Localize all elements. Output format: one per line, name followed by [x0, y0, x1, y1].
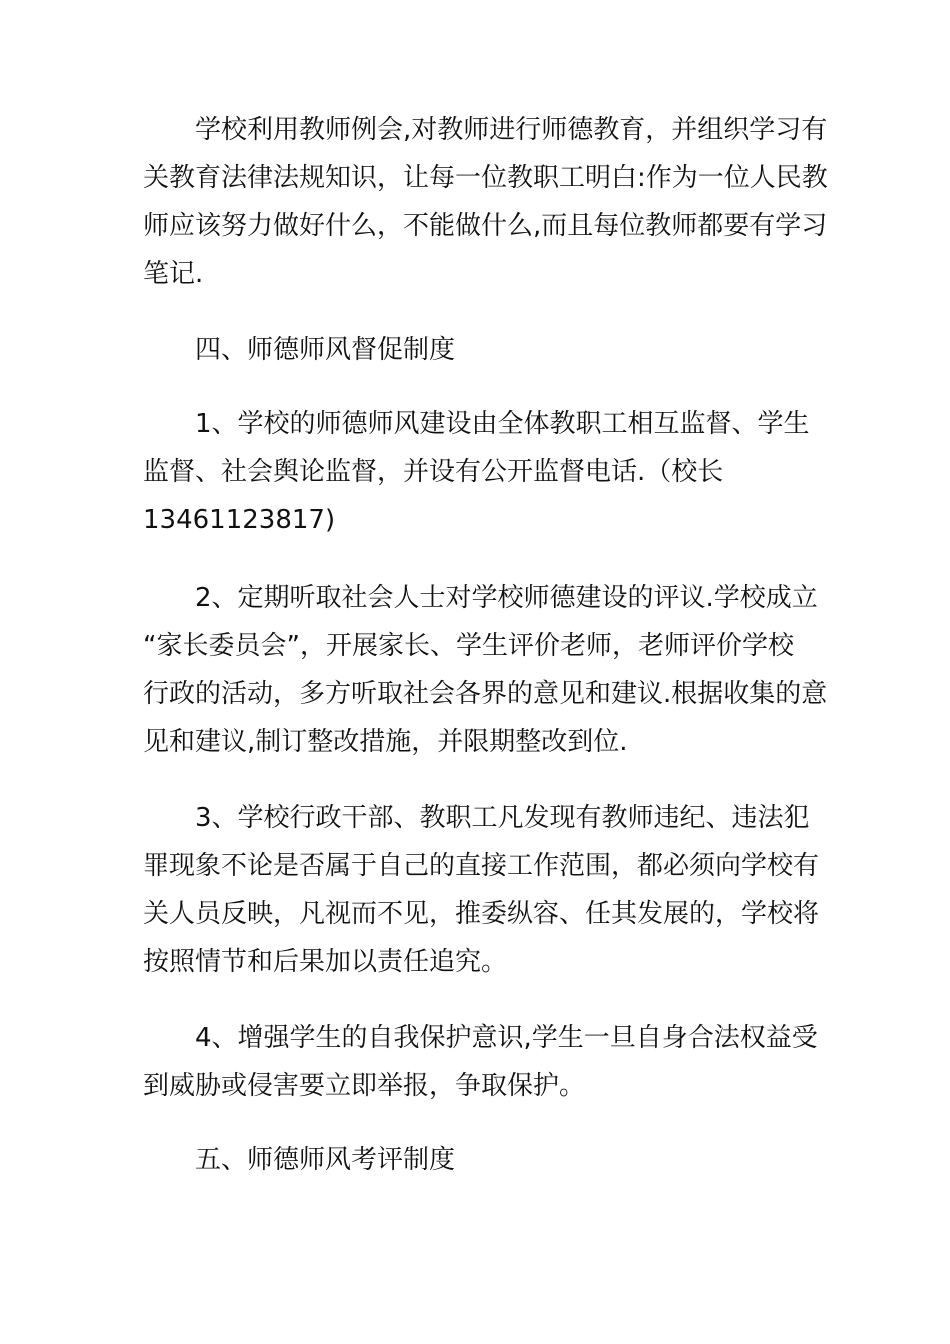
- text-line: 监督、社会舆论监督，并设有公开监督电话.（校长: [143, 457, 724, 487]
- text-line: 罪现象不论是否属于自己的直接工作范围，都必须向学校有: [143, 851, 820, 881]
- text-line: 4、增强学生的自我保护意识,学生一旦自身合法权益受: [195, 1023, 818, 1053]
- paragraph-item-3: [143, 794, 823, 986]
- text-line: 2、定期听取社会人士对学校师德建设的评议.学校成立: [195, 583, 818, 613]
- heading-text: 五、师德师风考评制度: [195, 1145, 456, 1175]
- paragraph-item-2: [143, 574, 828, 766]
- paragraph-study: [143, 106, 828, 298]
- text-line: 行政的活动，多方听取社会各界的意见和建议.根据收集的意: [143, 679, 828, 709]
- heading-text: 四、师德师风督促制度: [195, 335, 456, 365]
- section-heading-5: [143, 1136, 823, 1184]
- text-line: 笔记.: [143, 259, 204, 289]
- section-heading-4: [143, 326, 823, 374]
- text-line: 见和建议,制订整改措施，并限期整改到位.: [143, 727, 628, 757]
- text-line: 学校利用教师例会,对教师进行师德教育，并组织学习有: [195, 115, 828, 145]
- text-line: 关教育法律法规知识，让每一位教职工明白:作为一位人民教: [143, 163, 828, 193]
- text-line: 按照情节和后果加以责任追究。: [143, 947, 508, 977]
- text-line: 关人员反映，凡视而不见，推委纵容、任其发展的，学校将: [143, 899, 820, 929]
- text-line: 师应该努力做好什么，不能做什么,而且每位教师都要有学习: [143, 211, 828, 241]
- paragraph-item-1: [143, 400, 823, 544]
- text-line: 1、学校的师德师风建设由全体教职工相互监督、学生: [195, 409, 810, 439]
- text-line: 13461123817): [143, 505, 336, 535]
- text-line: 到威胁或侵害要立即举报，争取保护。: [143, 1071, 586, 1101]
- text-line: 3、学校行政干部、教职工凡发现有教师违纪、违法犯: [195, 803, 810, 833]
- paragraph-item-4: [143, 1014, 823, 1110]
- text-line: “家长委员会”，开展家长、学生评价老师，老师评价学校: [143, 631, 794, 661]
